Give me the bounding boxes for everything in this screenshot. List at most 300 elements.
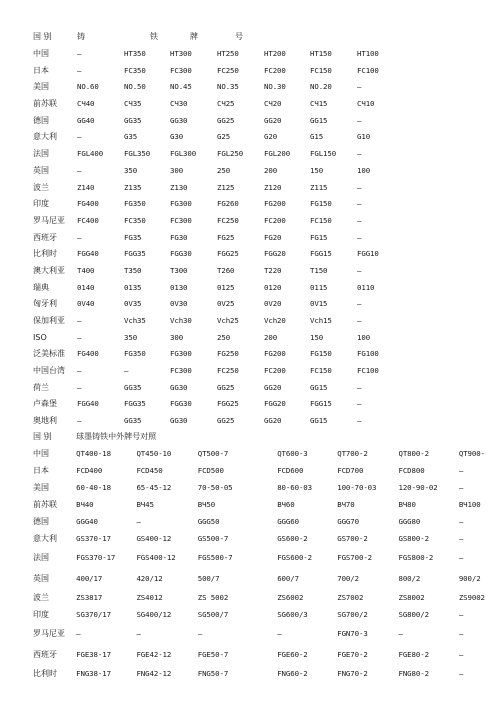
country-cell: 西班牙 [33, 232, 57, 242]
country-cell: 罗马尼亚 [33, 629, 65, 639]
table-row [33, 229, 403, 246]
table-row [33, 296, 403, 313]
grade-cell: — [136, 629, 141, 639]
grade-cell: FGG10 [357, 249, 379, 259]
grade-cell: FGG25 [217, 249, 239, 259]
gray-iron-grade-table [33, 29, 403, 430]
grade-cell: Vch25 [217, 316, 239, 326]
grade-cell: GG30 [170, 416, 188, 426]
grade-cell: — [77, 416, 82, 426]
country-cell: 前苏联 [33, 99, 57, 109]
grade-cell: 0V35 [124, 299, 142, 309]
grade-cell: — [357, 416, 362, 426]
grade-cell: Vch20 [264, 316, 286, 326]
grade-cell: FGL400 [77, 149, 104, 159]
grade-cell: G10 [357, 132, 371, 142]
grade-cell: — [357, 149, 362, 159]
country-cell: 澳大利亚 [33, 265, 65, 275]
grade-cell: CЧ35 [124, 99, 142, 109]
header-country: 国 别 [33, 431, 52, 441]
country-cell: 英国 [33, 574, 49, 584]
grade-cell: FCD500 [197, 465, 224, 475]
grade-cell: — [77, 65, 82, 75]
grade-cell: FG200 [264, 199, 286, 209]
grade-cell: FGG20 [264, 249, 286, 259]
grade-cell: — [76, 629, 81, 639]
grade-cell: FC200 [264, 215, 286, 225]
grade-cell: GG15 [310, 416, 328, 426]
grade-cell: CЧ15 [310, 99, 328, 109]
grade-cell: FCD600 [277, 465, 304, 475]
grade-cell: T150 [310, 265, 328, 275]
table-row [33, 279, 403, 296]
grade-cell: — [357, 215, 362, 225]
grade-cell: FC150 [310, 366, 332, 376]
grade-cell: 300 [170, 165, 184, 175]
grade-cell: QT600-3 [277, 448, 308, 458]
grade-cell: 120-90-02 [398, 482, 438, 492]
header-title-char: 铁 [150, 32, 158, 42]
grade-cell: HT200 [264, 49, 286, 59]
grade-cell: GG30 [170, 382, 188, 392]
grade-cell: FGL350 [124, 149, 151, 159]
country-cell: 中国台湾 [33, 366, 65, 376]
grade-cell: — [136, 517, 141, 527]
grade-cell: 0140 [77, 282, 95, 292]
table-row [33, 548, 496, 569]
grade-cell: 80-60-03 [277, 482, 312, 492]
grade-cell: — [458, 669, 464, 679]
country-cell: 波兰 [33, 182, 49, 192]
grade-cell: ZS6002 [277, 593, 304, 603]
grade-cell: — [77, 232, 82, 242]
grade-cell: 800/2 [398, 574, 421, 584]
grade-cell: Vch15 [310, 316, 332, 326]
grade-cell: FGG30 [170, 249, 192, 259]
grade-cell: FGG35 [124, 399, 146, 409]
country-cell: 泛美标准 [33, 349, 65, 359]
grade-cell: GGG80 [398, 517, 421, 527]
grade-cell: GG40 [77, 115, 95, 125]
table-row [33, 363, 403, 380]
header-empty [264, 29, 310, 46]
table-title: 球墨铸铁中外牌号对照 [76, 431, 157, 441]
grade-cell: — [357, 382, 362, 392]
grade-cell: Vch35 [124, 316, 146, 326]
header-title-char: 号 [235, 32, 243, 42]
grade-cell: — [357, 316, 362, 326]
table-row [33, 196, 403, 213]
grade-cell: FC350 [124, 65, 146, 75]
grade-cell: FGG40 [77, 249, 99, 259]
grade-cell: FCD800 [398, 465, 425, 475]
grade-cell: ZS 5002 [197, 593, 229, 603]
table-row [33, 146, 403, 163]
country-cell: 中国 [33, 49, 49, 59]
grade-cell: FGS400-12 [136, 553, 176, 563]
grade-cell: HT150 [310, 49, 332, 59]
country-cell: 法国 [33, 553, 49, 563]
grade-cell: 350 [124, 165, 138, 175]
grade-cell: SG700/2 [337, 610, 368, 620]
table-row [33, 246, 403, 263]
table-row [33, 513, 496, 530]
grade-cell: FG300 [170, 199, 192, 209]
table-row [33, 379, 403, 396]
grade-cell: GG35 [124, 382, 142, 392]
grade-cell: — [357, 82, 362, 92]
grade-cell: FGS600-2 [277, 553, 312, 563]
grade-cell: FC150 [310, 65, 332, 75]
country-cell: 美国 [33, 482, 49, 492]
table-row [33, 396, 403, 413]
country-cell: 印度 [33, 199, 49, 209]
grade-cell: SG600/3 [277, 610, 308, 620]
grade-cell: FG350 [124, 349, 146, 359]
country-cell: 印度 [33, 610, 49, 620]
grade-cell: NO.45 [170, 82, 192, 92]
grade-cell: GG15 [310, 115, 328, 125]
country-cell: 中国 [33, 448, 49, 458]
grade-cell: FNG38-17 [76, 669, 111, 679]
table-row [33, 624, 496, 645]
grade-cell: GG25 [217, 382, 235, 392]
grade-cell: CЧ25 [217, 99, 235, 109]
grade-cell: BЧ100 [458, 499, 481, 509]
country-cell: 前苏联 [33, 499, 57, 509]
grade-cell: GS370-17 [76, 534, 111, 544]
country-cell: 意大利 [33, 132, 57, 142]
grade-cell: NO.20 [310, 82, 332, 92]
grade-cell: GG20 [264, 416, 282, 426]
table-row [33, 313, 403, 330]
grade-cell: — [357, 299, 362, 309]
country-cell: 日本 [33, 465, 49, 475]
grade-cell: 0115 [310, 282, 328, 292]
table-row [33, 263, 403, 280]
grade-cell: FCD450 [136, 465, 163, 475]
grade-cell: FNG70-2 [337, 669, 368, 679]
country-cell: 英国 [33, 165, 49, 175]
grade-cell: FNG60-2 [277, 669, 308, 679]
grade-cell: Vch30 [170, 316, 192, 326]
grade-cell: FGE70-2 [337, 650, 368, 660]
grade-cell: Z130 [170, 182, 188, 192]
table-row [33, 96, 403, 113]
grade-cell: CЧ10 [357, 99, 375, 109]
grade-cell: GGG70 [337, 517, 359, 527]
grade-cell: — [77, 316, 82, 326]
country-cell: 意大利 [33, 534, 57, 544]
grade-cell: — [357, 199, 362, 209]
grade-cell: — [357, 399, 362, 409]
table-row [33, 413, 403, 430]
grade-cell: 0120 [264, 282, 282, 292]
grade-cell: 100 [357, 165, 371, 175]
country-cell: 德国 [33, 115, 49, 125]
grade-cell: GS600-2 [277, 534, 308, 544]
grade-cell: GG35 [124, 115, 142, 125]
country-cell: 罗马尼亚 [33, 215, 65, 225]
grade-cell: T350 [124, 265, 142, 275]
grade-cell: 300 [170, 332, 184, 342]
grade-cell: 200 [264, 332, 278, 342]
grade-cell: 100-70-03 [337, 482, 377, 492]
grade-cell: 250 [217, 165, 231, 175]
grade-cell: GG30 [170, 115, 188, 125]
grade-cell: 420/12 [136, 574, 163, 584]
grade-cell: GGG60 [277, 517, 299, 527]
grade-cell: QT800-2 [398, 448, 429, 458]
grade-cell: — [357, 182, 362, 192]
grade-cell: HT100 [357, 49, 379, 59]
grade-cell: FGE80-2 [398, 650, 429, 660]
table-row [33, 445, 496, 462]
grade-cell: FGS500-7 [197, 553, 233, 563]
grade-cell: FGG25 [217, 399, 239, 409]
grade-cell: FGS700-2 [337, 553, 373, 563]
grade-cell: HT250 [217, 49, 239, 59]
grade-cell: 600/7 [277, 574, 299, 584]
grade-cell: FGE38-17 [76, 650, 111, 660]
grade-cell: 60-40-18 [76, 482, 111, 492]
grade-cell: FGG35 [124, 249, 146, 259]
grade-cell: FCD400 [76, 465, 103, 475]
grade-cell: FG15 [310, 232, 328, 242]
grade-cell: FG400 [77, 199, 99, 209]
grade-cell: FG150 [310, 349, 332, 359]
grade-cell: 0V25 [217, 299, 235, 309]
grade-cell: FGN70-3 [337, 629, 368, 639]
grade-cell: FC300 [170, 366, 192, 376]
grade-cell: FC200 [264, 65, 286, 75]
table-row [33, 462, 496, 479]
grade-cell: CЧ40 [77, 99, 95, 109]
grade-cell: GS700-2 [337, 534, 368, 544]
grade-cell: — [458, 517, 464, 527]
grade-cell: 200 [264, 165, 278, 175]
table-row [33, 46, 403, 63]
grade-cell: 0V15 [310, 299, 328, 309]
grade-cell: GG20 [264, 382, 282, 392]
table-row [33, 112, 403, 129]
grade-cell: FNG80-2 [398, 669, 429, 679]
grade-cell: FC100 [357, 366, 379, 376]
grade-cell: FC250 [217, 65, 239, 75]
grade-cell: — [357, 232, 362, 242]
grade-cell: 700/2 [337, 574, 359, 584]
grade-cell: FC150 [310, 215, 332, 225]
grade-cell: GG25 [217, 416, 235, 426]
grade-cell: GG25 [217, 115, 235, 125]
country-cell: 比利时 [33, 249, 57, 259]
grade-cell: FG200 [264, 349, 286, 359]
table-row [33, 62, 403, 79]
grade-cell: NO.30 [264, 82, 286, 92]
table-row [33, 179, 403, 196]
grade-cell: QT500-7 [197, 448, 229, 458]
grade-cell: FG20 [264, 232, 282, 242]
grade-cell: — [77, 165, 82, 175]
grade-cell: BЧ80 [398, 499, 416, 509]
table-row [33, 666, 496, 683]
grade-cell: — [458, 534, 464, 544]
country-cell: 日本 [33, 65, 49, 75]
grade-cell: FGL200 [264, 149, 291, 159]
grade-cell: 0V30 [170, 299, 188, 309]
grade-cell: G15 [310, 132, 324, 142]
table-row [33, 329, 403, 346]
grade-cell: FGG40 [77, 399, 99, 409]
grade-cell: SG370/17 [76, 610, 111, 620]
grade-cell: T300 [170, 265, 188, 275]
country-cell: 西班牙 [33, 650, 57, 660]
grade-cell: FC300 [170, 65, 192, 75]
grade-cell: GS500-7 [197, 534, 229, 544]
header-title-char: 铸 [77, 32, 85, 42]
country-cell: 美国 [33, 82, 49, 92]
grade-cell: FC200 [264, 366, 286, 376]
grade-cell: — [77, 49, 82, 59]
grade-cell: BЧ50 [197, 499, 216, 509]
grade-cell: Z115 [310, 182, 328, 192]
grade-cell: — [77, 332, 82, 342]
grade-cell: 250 [217, 332, 231, 342]
grade-cell: Z135 [124, 182, 142, 192]
grade-cell: 500/7 [197, 574, 220, 584]
table-row [33, 496, 496, 513]
grade-cell: 150 [310, 332, 324, 342]
table-row [33, 607, 496, 624]
country-cell: 法国 [33, 149, 49, 159]
country-cell: 德国 [33, 517, 49, 527]
grade-cell: FG400 [77, 349, 99, 359]
table-row [33, 590, 496, 607]
country-cell: 匈牙利 [33, 299, 57, 309]
grade-cell: NO.50 [124, 82, 146, 92]
grade-cell: SG400/12 [136, 610, 172, 620]
table-row [33, 479, 496, 496]
header-empty [357, 29, 403, 46]
country-cell: 波兰 [33, 593, 49, 603]
grade-cell: BЧ70 [337, 499, 355, 509]
grade-cell: 0V40 [77, 299, 95, 309]
grade-cell: QT900- [458, 448, 485, 458]
grade-cell: FG25 [217, 232, 235, 242]
grade-cell: GS800-2 [398, 534, 429, 544]
grade-cell: CЧ20 [264, 99, 282, 109]
grade-cell: 0130 [170, 282, 188, 292]
grade-cell: ZS4012 [136, 593, 163, 603]
grade-cell: ZS7002 [337, 593, 364, 603]
table-row [33, 213, 403, 230]
grade-cell: — [357, 265, 362, 275]
grade-cell: FG350 [124, 199, 146, 209]
grade-cell: 400/17 [76, 574, 103, 584]
grade-cell: — [77, 366, 82, 376]
grade-cell: FC400 [77, 215, 99, 225]
grade-cell: FC100 [357, 65, 379, 75]
header-title-char: 牌 [190, 32, 198, 42]
table-header-row [33, 29, 403, 46]
grade-cell: 0V20 [264, 299, 282, 309]
grade-cell: GG35 [124, 416, 142, 426]
grade-cell: NO.60 [77, 82, 99, 92]
grade-cell: FGG15 [310, 399, 332, 409]
grade-cell: GS400-12 [136, 534, 172, 544]
grade-cell: BЧ60 [277, 499, 295, 509]
grade-cell: — [77, 132, 82, 142]
grade-cell: GGG40 [76, 517, 98, 527]
country-cell: 卢森堡 [33, 399, 57, 409]
grade-cell: FCD700 [337, 465, 364, 475]
country-cell: 比利时 [33, 669, 57, 679]
grade-cell: FG250 [217, 349, 239, 359]
grade-cell: FGL250 [217, 149, 244, 159]
grade-cell: Z120 [264, 182, 282, 192]
grade-cell: FC250 [217, 366, 239, 376]
grade-cell: T220 [264, 265, 282, 275]
grade-cell: 70-50-05 [197, 482, 233, 492]
grade-cell: — [458, 553, 464, 563]
grade-cell: FGG15 [310, 249, 332, 259]
table-header-row [33, 428, 496, 445]
grade-cell: FNG42-12 [136, 669, 172, 679]
header-empty [310, 29, 357, 46]
grade-cell: FC350 [124, 215, 146, 225]
grade-cell: SG800/2 [398, 610, 429, 620]
grade-cell: G25 [217, 132, 231, 142]
grade-cell: G30 [170, 132, 184, 142]
table-row [33, 531, 496, 548]
grade-cell: FGS800-2 [398, 553, 434, 563]
grade-cell: FGL150 [310, 149, 337, 159]
grade-cell: QT450-10 [136, 448, 172, 458]
grade-cell: — [357, 115, 362, 125]
grade-cell: — [458, 629, 464, 639]
header-country: 国 别 [33, 32, 52, 42]
grade-cell: BЧ45 [136, 499, 154, 509]
grade-cell: FG100 [357, 349, 379, 359]
grade-cell: Z140 [77, 182, 95, 192]
grade-cell: 0110 [357, 282, 375, 292]
table-row [33, 569, 496, 590]
grade-cell: ZS8002 [398, 593, 425, 603]
ductile-iron-grade-table [33, 428, 496, 683]
grade-cell: BЧ40 [76, 499, 94, 509]
grade-cell: — [458, 650, 464, 660]
country-cell: 瑞典 [33, 282, 49, 292]
grade-cell: — [124, 366, 129, 376]
grade-cell: FG30 [170, 232, 188, 242]
grade-cell: Z125 [217, 182, 235, 192]
grade-cell: FGE60-2 [277, 650, 308, 660]
grade-cell: 150 [310, 165, 324, 175]
grade-cell: FGG20 [264, 399, 286, 409]
grade-cell: — [458, 465, 464, 475]
grade-cell: 100 [357, 332, 371, 342]
grade-cell: QT400-18 [76, 448, 111, 458]
grade-cell: 900/2 [458, 574, 481, 584]
grade-cell: FC300 [170, 215, 192, 225]
grade-cell: CЧ30 [170, 99, 188, 109]
table-row [33, 129, 403, 146]
grade-cell: — [458, 482, 464, 492]
grade-cell: FGL300 [170, 149, 197, 159]
country-cell: 保加利亚 [33, 316, 65, 326]
grade-cell: FGE42-12 [136, 650, 172, 660]
grade-cell: GG20 [264, 115, 282, 125]
